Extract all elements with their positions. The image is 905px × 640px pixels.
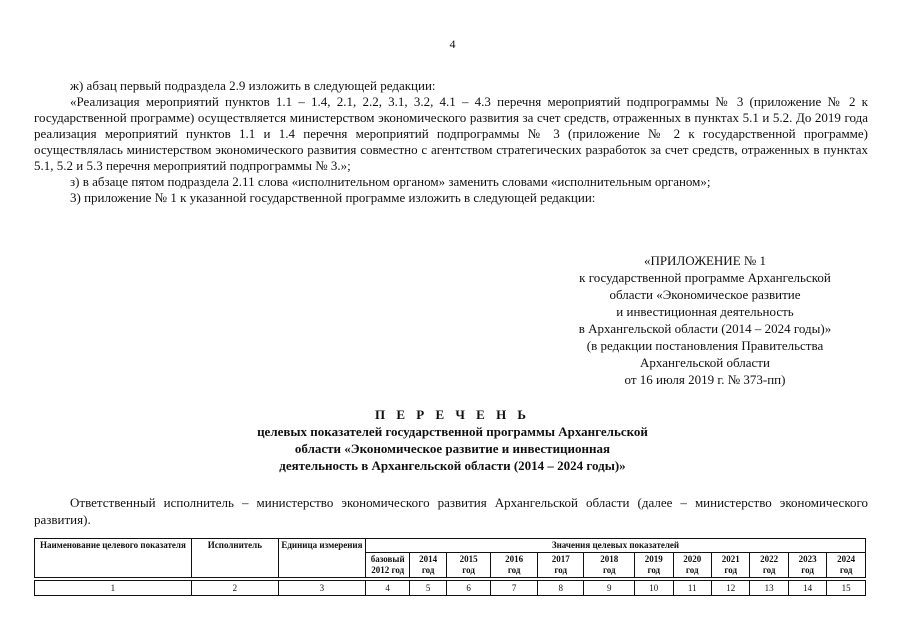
year-header: 2015 год: [446, 553, 491, 578]
header-unit: Единица измерения: [278, 539, 365, 578]
column-number: 15: [827, 581, 866, 596]
year-header: базовый 2012 год: [365, 553, 410, 578]
column-number: 11: [673, 581, 711, 596]
appendix-line: «ПРИЛОЖЕНИЕ № 1: [643, 253, 767, 268]
appendix-line: от 16 июля 2019 г. № 373-пп): [624, 372, 786, 387]
document-title: [0, 406, 905, 474]
table-header-row: [35, 539, 866, 553]
appendix-line: (в редакции постановления Правительства: [586, 338, 824, 353]
header-indicator-name: Наименование целевого показателя: [35, 539, 192, 578]
column-number: 2: [191, 581, 278, 596]
year-header: 2022 год: [750, 553, 788, 578]
column-number: 7: [491, 581, 538, 596]
paragraph-3: 3) приложение № 1 к указанной государственной программе изложить в следующей редакции:: [70, 190, 596, 205]
title-heading: П Е Р Е Ч Е Н Ь: [374, 407, 531, 422]
year-header: 2021 год: [711, 553, 749, 578]
column-number: 3: [278, 581, 365, 596]
appendix-line: к государственной программе Архангельской: [579, 270, 831, 285]
title-line: деятельность в Архангельской области (2014 – 2024 годы)»: [279, 458, 626, 473]
year-header: 2023 год: [788, 553, 826, 578]
column-number: 4: [365, 581, 410, 596]
appendix-line: в Архангельской области (2014 – 2024 годы)»: [578, 321, 832, 336]
year-header: 2014 год: [410, 553, 446, 578]
year-header: 2017 год: [537, 553, 584, 578]
amendment-text: [34, 78, 868, 206]
table-column-numbers-row: [35, 581, 866, 596]
column-number: 12: [711, 581, 749, 596]
paragraph-quote: «Реализация мероприятий пунктов 1.1 – 1.4, 2.1, 2.2, 3.1, 3.2, 4.1 – 4.3 перечня мероприятий подпрограммы № 3 (приложение № 2 к государственной программе) осуществляется министерством экономического развития за счет средств, отраженных в пунктах 5.1 и 5.2. До 2019 года реализация мероприятий пунктов 1.1 и 1.4 перечня мероприятий подпрограммы № 3 (приложение № 2 к государственной программе) осуществлялась министерством экономического развития совместно с агентством стратегических разработок за счет средств, отраженных в пунктах 5.1, 5.2 и 5.3 перечня мероприятий подпрограммы № 3.»;: [34, 94, 868, 173]
appendix-line: и инвестиционная деятельность: [616, 304, 794, 319]
column-number: 10: [635, 581, 673, 596]
column-number: 8: [537, 581, 584, 596]
year-header: 2024 год: [827, 553, 866, 578]
responsible-executor: Ответственный исполнитель – министерство экономического развития Архангельской области (далее – министерство экономического развития).: [34, 495, 868, 527]
header-values: Значения целевых показателей: [365, 539, 865, 553]
title-line: области «Экономическое развитие и инвестиционная: [294, 441, 611, 456]
column-number: 6: [446, 581, 491, 596]
column-number: 14: [788, 581, 826, 596]
column-number: 13: [750, 581, 788, 596]
year-header: 2016 год: [491, 553, 538, 578]
column-number: 9: [584, 581, 635, 596]
page-number: 4: [449, 37, 456, 51]
paragraph-z: з) в абзаце пятом подраздела 2.11 слова «исполнительном органом» заменить словами «исполнительным органом»;: [70, 174, 711, 189]
indicators-table: [34, 538, 866, 596]
year-header: 2018 год: [584, 553, 635, 578]
year-header: 2019 год: [635, 553, 673, 578]
column-number: 1: [35, 581, 192, 596]
appendix-line: Архангельской области: [640, 355, 770, 370]
year-header: 2020 год: [673, 553, 711, 578]
title-line: целевых показателей государственной программы Архангельской: [257, 424, 648, 439]
appendix-header: [540, 252, 870, 388]
column-number: 5: [410, 581, 446, 596]
appendix-line: области «Экономическое развитие: [609, 287, 801, 302]
header-executor: Исполнитель: [191, 539, 278, 578]
paragraph-zh: ж) абзац первый подраздела 2.9 изложить в следующей редакции:: [70, 78, 436, 93]
